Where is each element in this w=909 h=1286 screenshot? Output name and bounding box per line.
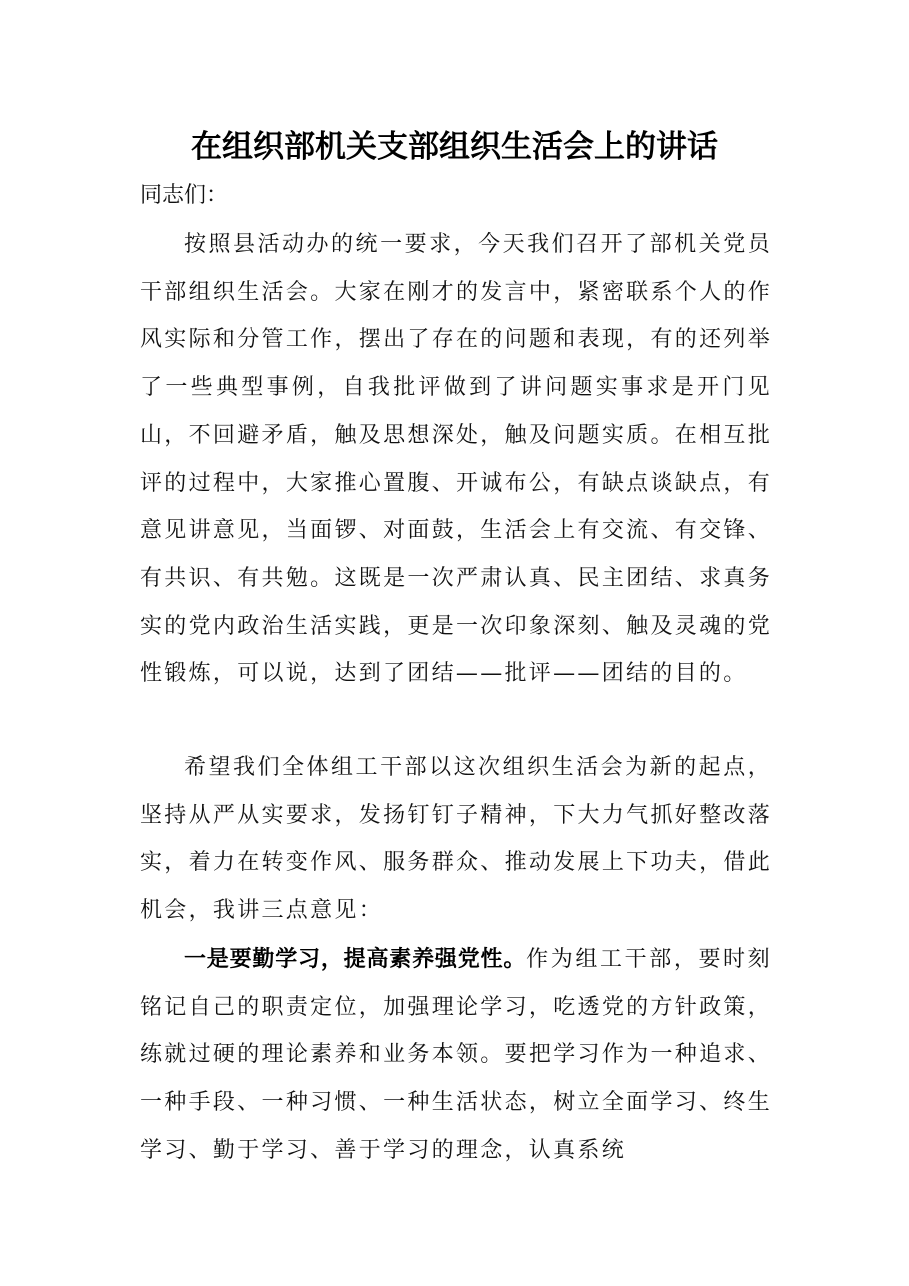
salutation: 同志们： bbox=[140, 183, 229, 208]
paragraph-1 bbox=[140, 221, 772, 698]
paragraph-2 bbox=[140, 744, 772, 935]
paragraph-3-text: 作为组工干部，要时刻铭记自己的职责定位，加强理论学习，吃透党的方针政策，练就过硬的理论素养和业务本领。要把学习作为一种追求、一种手段、一种习惯、一种生活状态，树立全面学习、终生学习、勤于学习、善于学习的理念，认真系统 bbox=[140, 947, 772, 1163]
paragraph-2-text: 希望我们全体组工干部以这次组织生活会为新的起点，坚持从严从实要求，发扬钉钉子精神，下大力气抓好整改落实，着力在转变作风、服务群众、推动发展上下功夫，借此机会，我讲三点意见： bbox=[140, 755, 772, 924]
paragraph-3-lead: 一是要勤学习，提高素养强党性。 bbox=[184, 947, 527, 972]
paragraph-3 bbox=[140, 936, 772, 1175]
document-title: 在组织部机关支部组织生活会上的讲话 bbox=[191, 129, 718, 165]
paragraph-1-text: 按照县活动办的统一要求，今天我们召开了部机关党员干部组织生活会。大家在刚才的发言中，紧密联系个人的作风实际和分管工作，摆出了存在的问题和表现，有的还列举了一些典型事例，自我批评做到了讲问题实事求是开门见山，不回避矛盾，触及思想深处，触及问题实质。在相互批评的过程中，大家推心置腹、开诚布公，有缺点谈缺点，有意见讲意见，当面锣、对面鼓，生活会上有交流、有交锋、有共识、有共勉。这既是一次严肃认真、民主团结、求真务实的党内政治生活实践，更是一次印象深刻、触及灵魂的党性锻炼，可以说，达到了团结——批评——团结的目的。 bbox=[140, 232, 772, 687]
